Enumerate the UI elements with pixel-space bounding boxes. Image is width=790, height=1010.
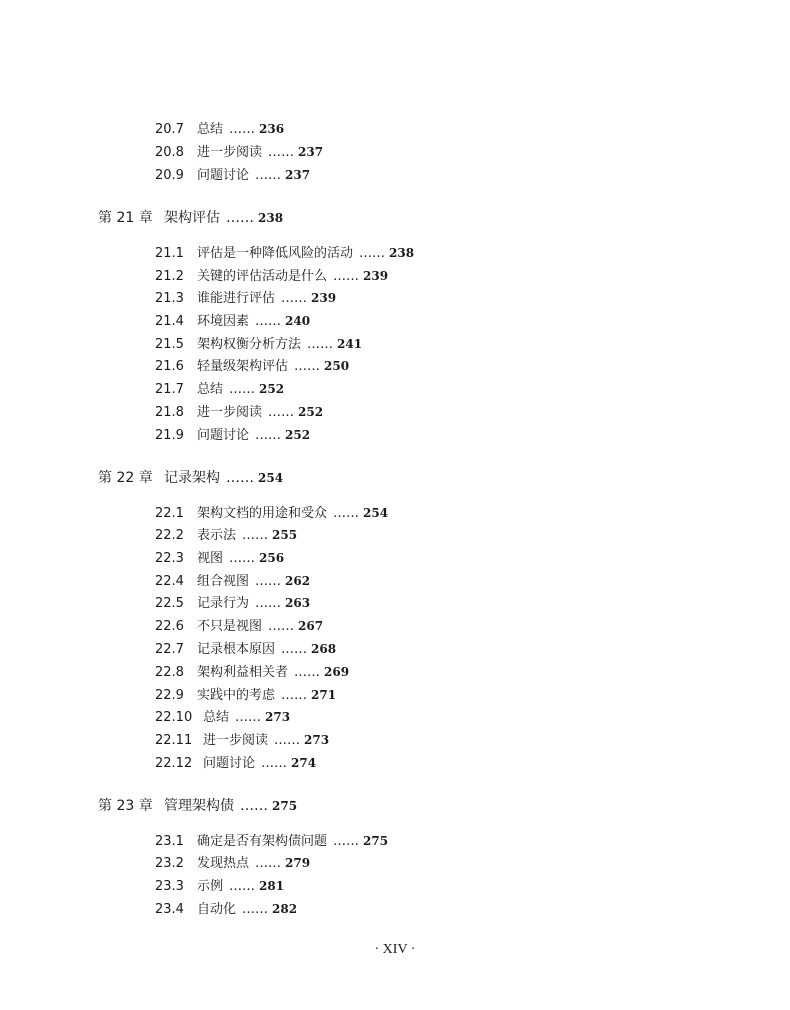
entry-number: 22.6 [155, 619, 184, 634]
section-entry [155, 121, 284, 138]
entry-title: 发现热点 [197, 856, 250, 871]
entry-leader-dots: …… [294, 359, 321, 374]
entry-leader-dots: …… [255, 574, 282, 589]
entry-page-number: 241 [337, 337, 363, 351]
entry-leader-dots: …… [333, 269, 360, 284]
entry-page-number: 239 [311, 291, 337, 305]
entry-leader-dots: …… [281, 291, 308, 306]
entry-number: 22.2 [155, 528, 184, 543]
section-entry [155, 381, 284, 398]
section-entry [155, 427, 310, 444]
section-entry [155, 167, 310, 184]
entry-page-number: 254 [363, 506, 389, 520]
entry-page-number: 256 [259, 551, 285, 565]
entry-title: 确定是否有架构债问题 [197, 834, 328, 849]
entry-leader-dots: …… [229, 551, 256, 566]
entry-leader-dots: …… [333, 506, 360, 521]
page-number-footer: · XIV · [374, 942, 416, 957]
section-entry [155, 505, 388, 522]
entry-number: 21.9 [155, 428, 184, 443]
entry-leader-dots: …… [255, 314, 282, 329]
entry-leader-dots: …… [242, 528, 269, 543]
entry-title: 架构利益相关者 [197, 665, 289, 680]
entry-leader-dots: …… [229, 122, 256, 137]
section-entry [155, 313, 310, 330]
entry-page-number: 275 [363, 834, 389, 848]
entry-number: 22.4 [155, 574, 184, 589]
entry-page-number: 250 [324, 359, 350, 373]
entry-title: 视图 [197, 551, 224, 566]
entry-number: 21.1 [155, 246, 184, 261]
entry-page-number: 239 [363, 269, 389, 283]
entry-page-number: 279 [285, 856, 311, 870]
section-entry [155, 290, 336, 307]
section-entry [155, 358, 349, 375]
entry-page-number: 237 [285, 168, 311, 182]
entry-title: 进一步阅读 [197, 405, 263, 420]
entry-title: 记录根本原因 [197, 642, 276, 657]
entry-title: 表示法 [197, 528, 237, 543]
entry-page-number: 252 [259, 382, 285, 396]
entry-number: 第 22 章 [98, 470, 153, 486]
entry-title: 问题讨论 [197, 168, 250, 183]
entry-leader-dots: …… [274, 733, 301, 748]
entry-title: 问题讨论 [203, 756, 256, 771]
entry-page-number: 273 [265, 710, 291, 724]
entry-page-number: 262 [285, 574, 311, 588]
entry-title: 轻量级架构评估 [197, 359, 289, 374]
entry-page-number: 282 [272, 902, 298, 916]
entry-title: 关键的评估活动是什么 [197, 269, 328, 284]
entry-number: 20.8 [155, 145, 184, 160]
entry-number: 22.8 [155, 665, 184, 680]
entry-leader-dots: …… [268, 405, 295, 420]
entry-page-number: 252 [298, 405, 324, 419]
entry-page-number: 269 [324, 665, 350, 679]
entry-leader-dots: …… [359, 246, 386, 261]
chapter-entry [98, 470, 283, 486]
entry-title: 总结 [203, 710, 230, 725]
entry-title: 问题讨论 [197, 428, 250, 443]
entry-leader-dots: …… [333, 834, 360, 849]
entry-number: 21.6 [155, 359, 184, 374]
entry-title: 自动化 [197, 902, 237, 917]
entry-page-number: 267 [298, 619, 324, 633]
section-entry [155, 641, 336, 658]
entry-page-number: 263 [285, 596, 311, 610]
entry-page-number: 275 [272, 799, 298, 813]
entry-number: 22.12 [155, 756, 193, 771]
entry-page-number: 273 [304, 733, 330, 747]
entry-page-number: 281 [259, 879, 285, 893]
chapter-entry [98, 210, 283, 226]
entry-number: 23.1 [155, 834, 184, 849]
entry-leader-dots: …… [261, 756, 288, 771]
entry-title: 组合视图 [197, 574, 250, 589]
entry-page-number: 271 [311, 688, 337, 702]
entry-page-number: 236 [259, 122, 285, 136]
entry-number: 22.1 [155, 506, 184, 521]
entry-leader-dots: …… [294, 665, 321, 680]
entry-title: 管理架构债 [164, 798, 234, 814]
entry-title: 不只是视图 [197, 619, 263, 634]
entry-number: 23.4 [155, 902, 184, 917]
entry-leader-dots: …… [307, 337, 334, 352]
entry-title: 评估是一种降低风险的活动 [197, 246, 354, 261]
entry-number: 22.10 [155, 710, 193, 725]
section-entry [155, 732, 329, 749]
entry-number: 21.4 [155, 314, 184, 329]
entry-page-number: 268 [311, 642, 337, 656]
section-entry [155, 144, 323, 161]
entry-leader-dots: …… [268, 619, 295, 634]
entry-title: 架构文档的用途和受众 [197, 506, 328, 521]
entry-leader-dots: …… [242, 902, 269, 917]
entry-number: 23.3 [155, 879, 184, 894]
section-entry [155, 573, 310, 590]
entry-number: 22.9 [155, 688, 184, 703]
section-entry [155, 595, 310, 612]
section-entry [155, 833, 388, 850]
entry-number: 第 21 章 [98, 210, 153, 226]
section-entry [155, 855, 310, 872]
section-entry [155, 618, 323, 635]
entry-number: 21.2 [155, 269, 184, 284]
entry-number: 21.7 [155, 382, 184, 397]
entry-title: 记录行为 [197, 596, 250, 611]
entry-page-number: 252 [285, 428, 311, 442]
entry-title: 进一步阅读 [197, 145, 263, 160]
section-entry [155, 527, 297, 544]
chapter-entry [98, 798, 297, 814]
entry-leader-dots: …… [235, 710, 262, 725]
entry-title: 示例 [197, 879, 224, 894]
section-entry [155, 664, 349, 681]
entry-page-number: 274 [291, 756, 317, 770]
entry-page-number: 238 [258, 211, 284, 225]
entry-leader-dots: …… [255, 168, 282, 183]
entry-title: 总结 [197, 122, 224, 137]
entry-number: 20.7 [155, 122, 184, 137]
entry-leader-dots: …… [229, 879, 256, 894]
entry-page-number: 254 [258, 471, 284, 485]
section-entry [155, 901, 297, 918]
section-entry [155, 709, 290, 726]
entry-leader-dots: …… [281, 688, 308, 703]
entry-number: 21.5 [155, 337, 184, 352]
entry-leader-dots: …… [255, 428, 282, 443]
entry-number: 22.5 [155, 596, 184, 611]
entry-number: 22.3 [155, 551, 184, 566]
section-entry [155, 550, 284, 567]
section-entry [155, 404, 323, 421]
entry-title: 环境因素 [197, 314, 250, 329]
section-entry [155, 245, 414, 262]
entry-number: 第 23 章 [98, 798, 153, 814]
entry-page-number: 255 [272, 528, 298, 542]
entry-leader-dots: …… [255, 856, 282, 871]
entry-number: 21.3 [155, 291, 184, 306]
section-entry [155, 268, 388, 285]
entry-leader-dots: …… [281, 642, 308, 657]
entry-title: 记录架构 [164, 470, 220, 486]
entry-number: 20.9 [155, 168, 184, 183]
entry-leader-dots: …… [240, 798, 268, 814]
entry-leader-dots: …… [255, 596, 282, 611]
section-entry [155, 336, 362, 353]
entry-number: 22.7 [155, 642, 184, 657]
entry-page-number: 240 [285, 314, 311, 328]
entry-leader-dots: …… [226, 210, 254, 226]
entry-page-number: 237 [298, 145, 324, 159]
entry-number: 21.8 [155, 405, 184, 420]
entry-leader-dots: …… [268, 145, 295, 160]
section-entry [155, 755, 316, 772]
entry-title: 进一步阅读 [203, 733, 269, 748]
entry-title: 实践中的考虑 [197, 688, 276, 703]
section-entry [155, 687, 336, 704]
entry-title: 谁能进行评估 [197, 291, 276, 306]
entry-number: 23.2 [155, 856, 184, 871]
entry-title: 架构权衡分析方法 [197, 337, 302, 352]
entry-title: 总结 [197, 382, 224, 397]
entry-leader-dots: …… [226, 470, 254, 486]
entry-leader-dots: …… [229, 382, 256, 397]
entry-number: 22.11 [155, 733, 193, 748]
entry-title: 架构评估 [164, 210, 220, 226]
entry-page-number: 238 [389, 246, 415, 260]
section-entry [155, 878, 284, 895]
